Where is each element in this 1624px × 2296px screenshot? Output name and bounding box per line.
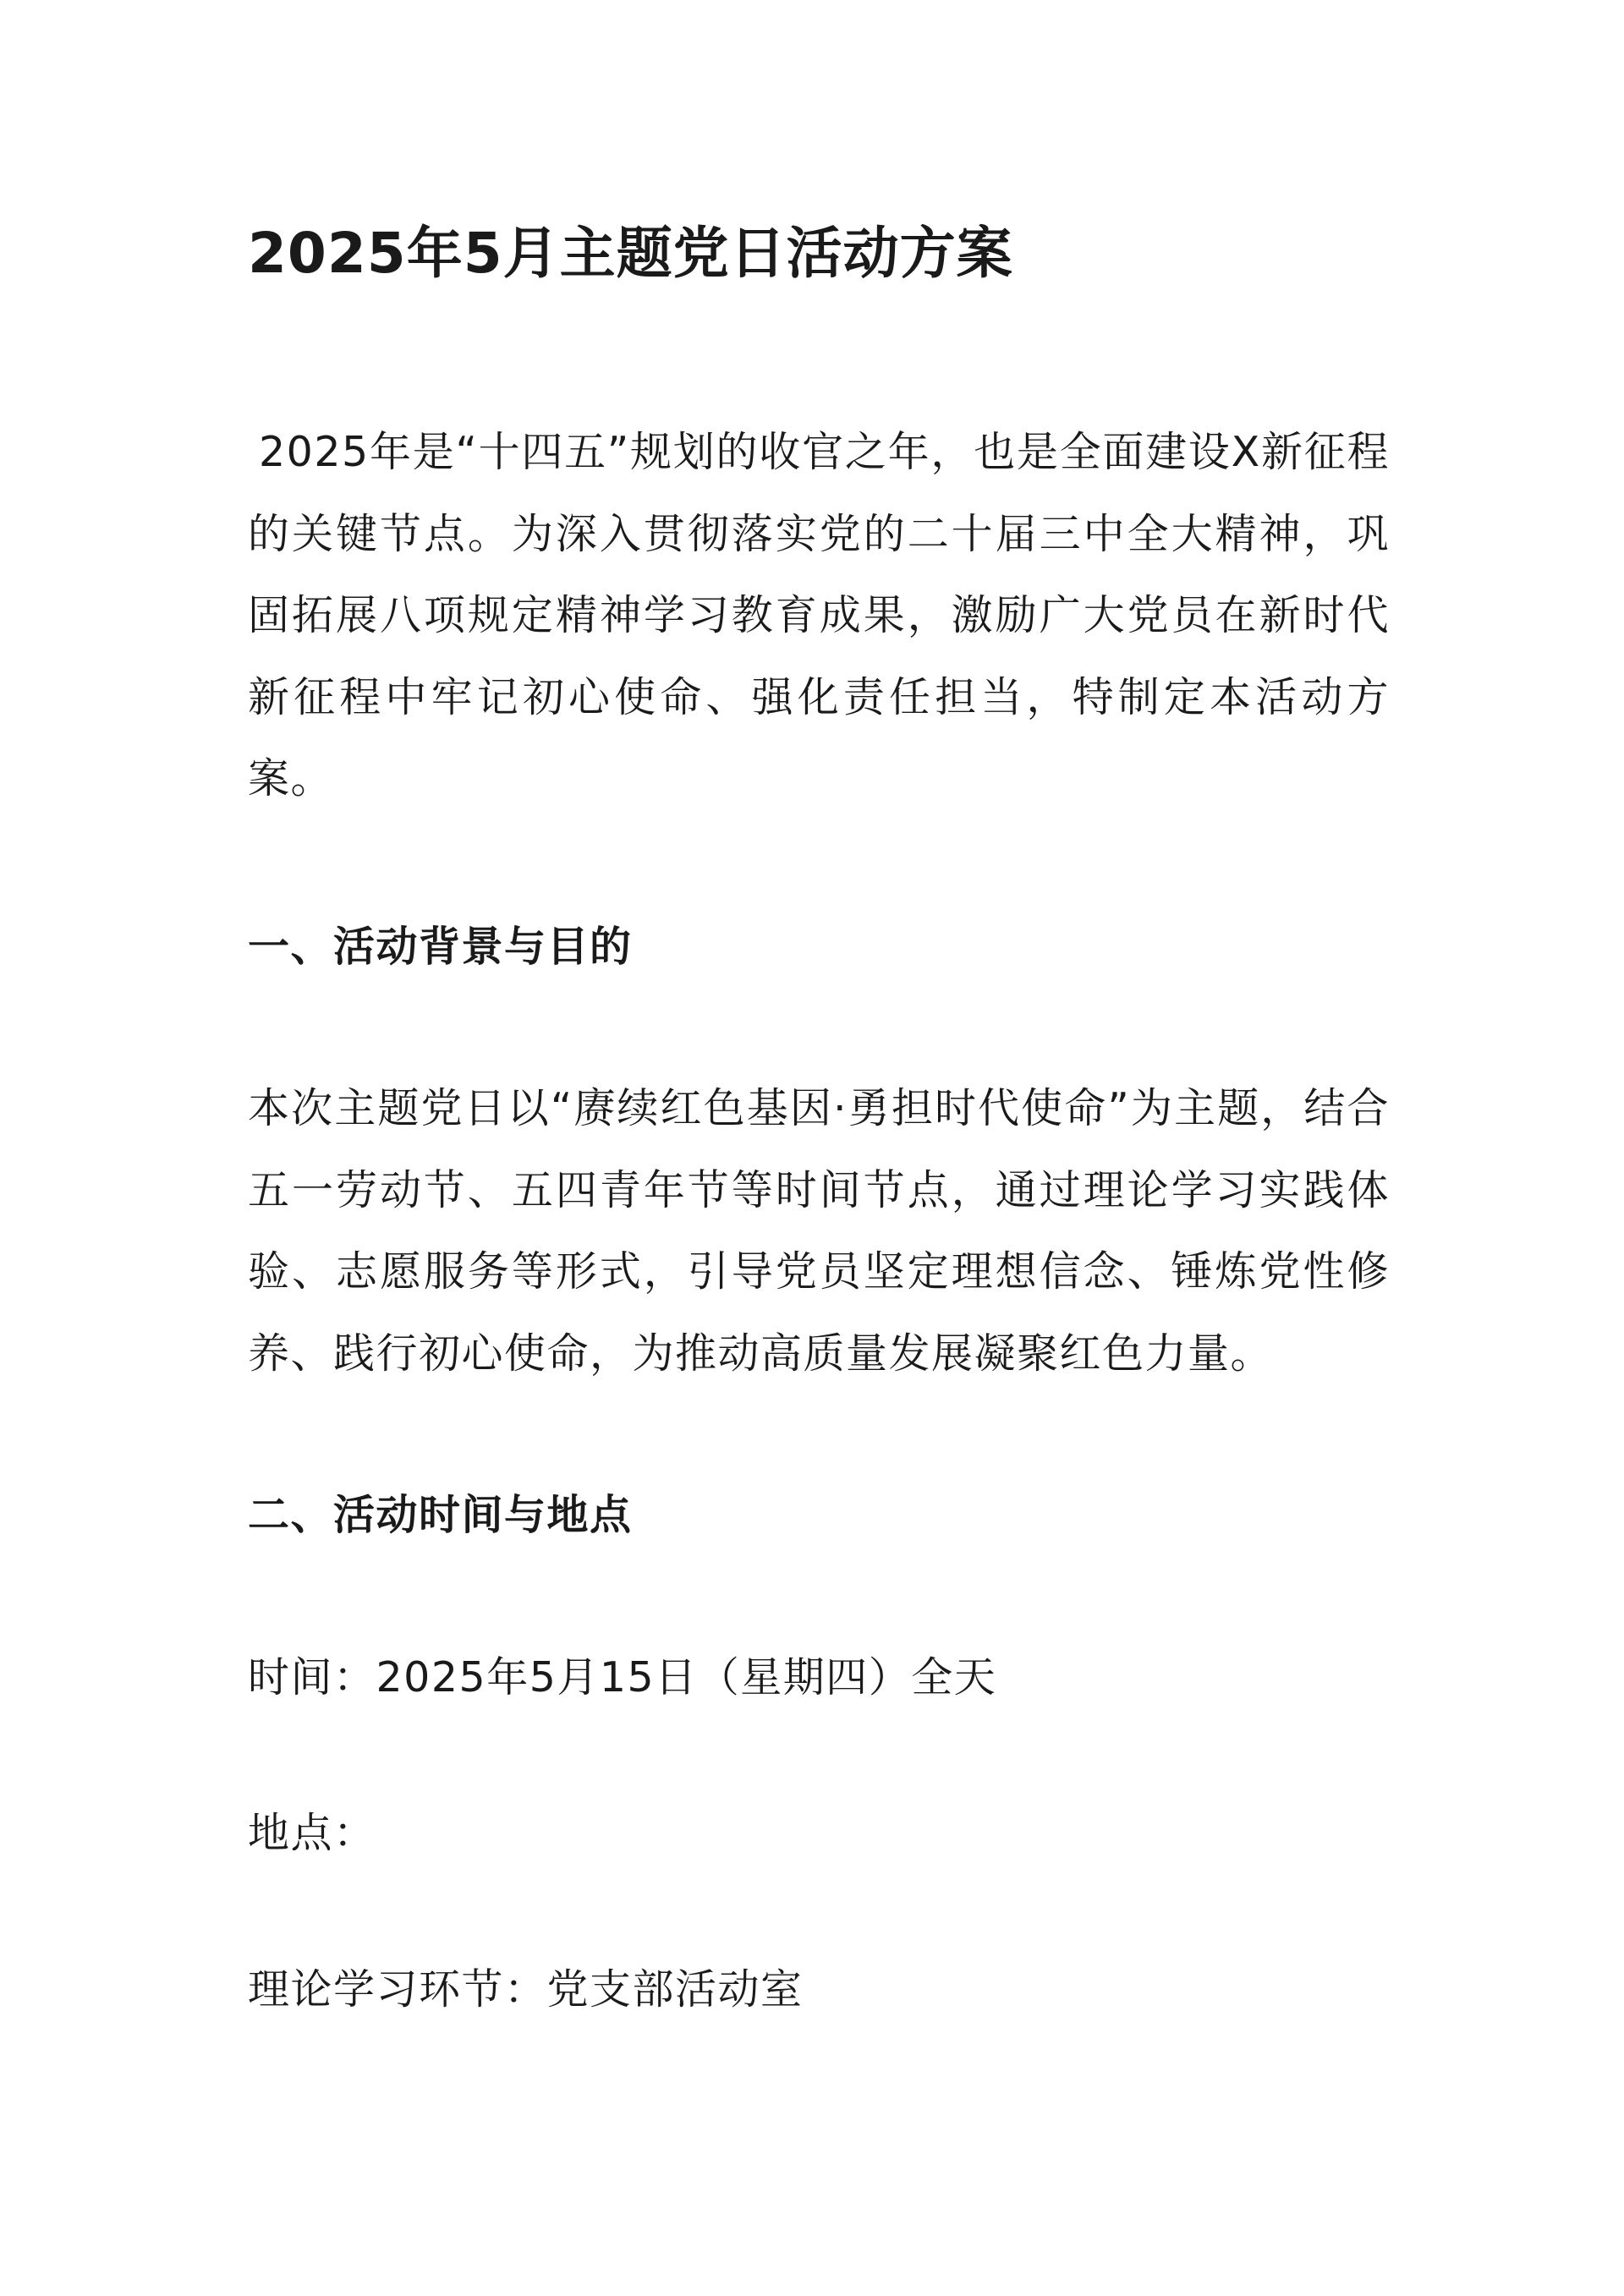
document-content [248,216,1390,2030]
section-heading-background: 一、活动背景与目的 [248,922,633,971]
activity-place-label: 地点： [248,1809,376,1857]
document-title: 2025年5月主题党日活动方案 [248,221,1013,286]
activity-time: 时间：2025年5月15日（星期四）全天 [248,1652,997,1701]
theory-study-place: 理论学习环节：党支部活动室 [248,1964,804,2014]
section-body-background: 本次主题党日以“赓续红色基因·勇担时代使命”为主题，结合五一劳动节、五四青年节等时间节点，通过理论学习实践体验、志愿服务等形式，引导党员坚定理想信念、锤炼党性修养、践行初心使命，为推动高质量发展凝聚红色力量。 [248,1084,1390,1378]
section-heading-time-place: 二、活动时间与地点 [248,1491,633,1539]
intro-paragraph: 2025年是“十四五”规划的收官之年，也是全面建设X新征程的关键节点。为深入贯彻落实党的二十届三中全大精神，巩固拓展八项规定精神学习教育成果，激励广大党员在新时代新征程中牢记初心使命、强化责任担当，特制定本活动方案。 [248,428,1390,803]
